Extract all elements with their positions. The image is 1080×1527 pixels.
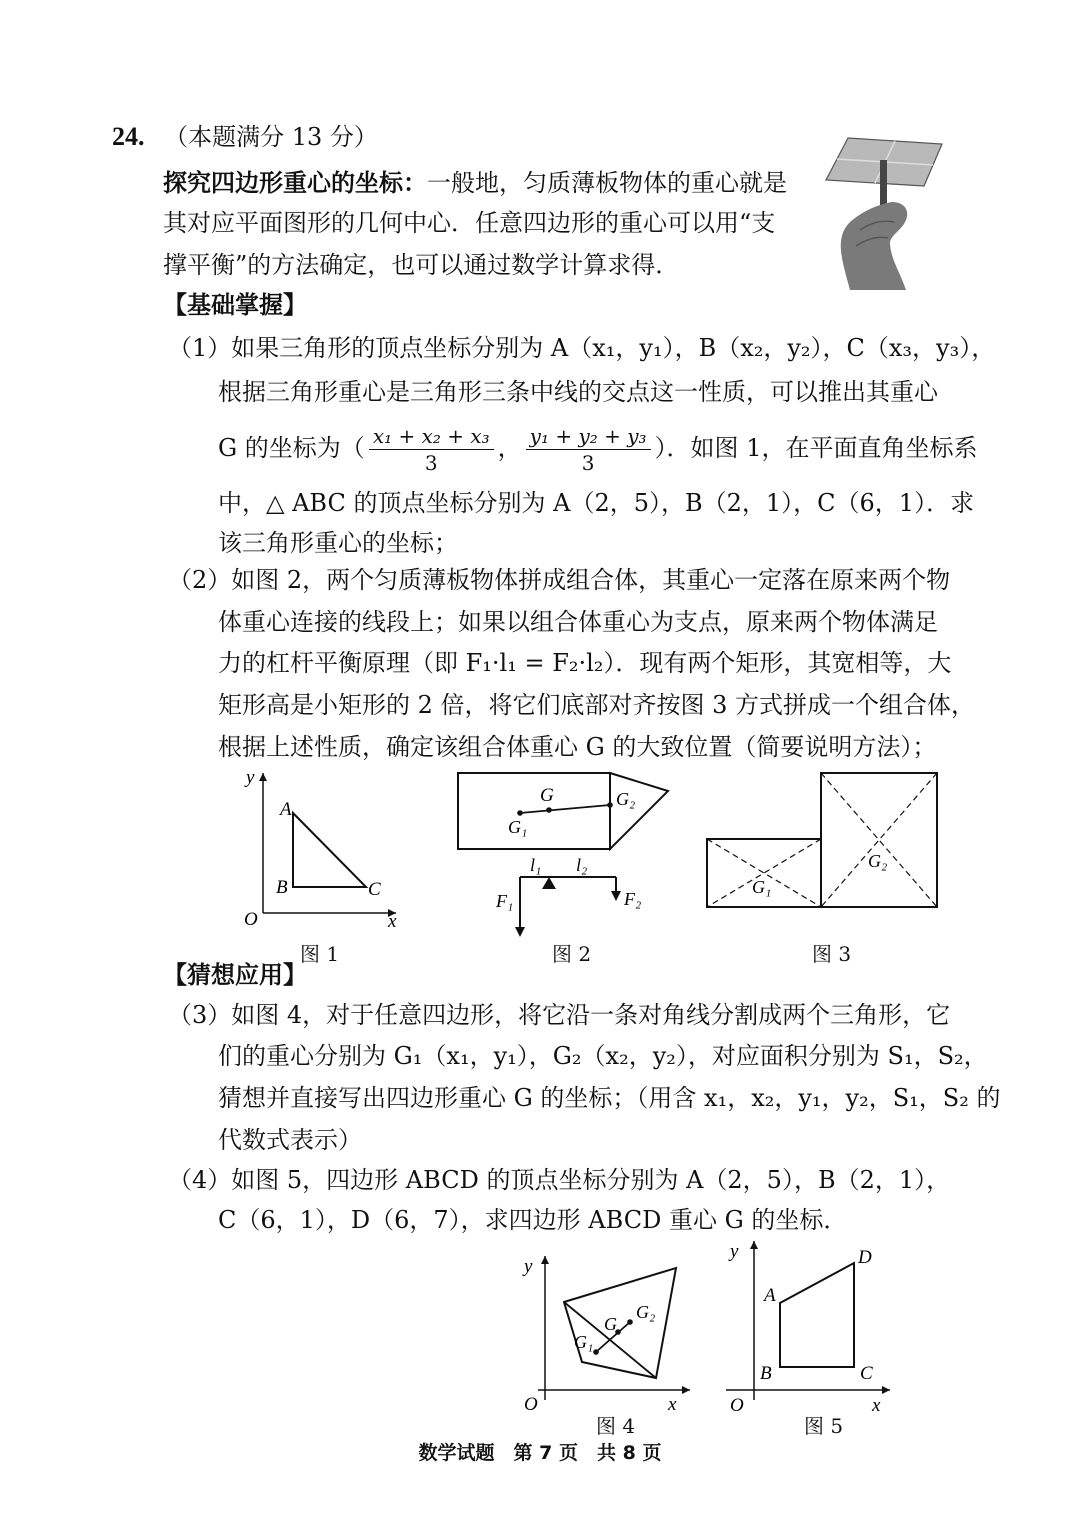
fraction-separator: ， <box>497 434 522 462</box>
intro-topic: 探究四边形重心的坐标： <box>163 168 427 197</box>
fig2-g2-label: G₂ <box>616 789 636 809</box>
fig2-l2-label: l₂ <box>576 855 588 875</box>
fig1-point-a: A <box>280 799 292 820</box>
part1-line-5: 该三角形重心的坐标； <box>218 529 458 557</box>
part2-line-2: 体重心连接的线段上；如果以组合体重心为支点，原来两个物体满足 <box>218 608 938 636</box>
part3-line-2: 们的重心分别为 G₁（x₁，y₁），G₂（x₂，y₂），对应面积分别为 S₁，S₂， <box>218 1042 988 1070</box>
question-number: 24. <box>112 122 145 151</box>
fraction-y-denominator: 3 <box>581 451 595 475</box>
part2-line-5: 根据上述性质，确定该组合体重心 G 的大致位置（简要说明方法）； <box>218 733 937 761</box>
part4-line-2: C（6，1），D（6，7），求四边形 ABCD 重心 G 的坐标． <box>218 1206 848 1234</box>
fraction-y-numerator: y₁ + y₂ + y₃ <box>526 423 651 450</box>
fig5-x-label: x <box>872 1395 881 1416</box>
fig4-x-label: x <box>668 1394 677 1415</box>
part1-line-4: 中，△ ABC 的顶点坐标分别为 A（2，5），B（2，1），C（6，1）．求 <box>218 489 975 517</box>
figure-4-caption: 图 4 <box>596 1414 636 1438</box>
part1-line-3-tail: ）．如图 1，在平面直角坐标系 <box>654 434 978 462</box>
part1-line-1: （1）如果三角形的顶点坐标分别为 A（x₁，y₁），B（x₂，y₂），C（x₃，y₃）， <box>168 334 996 362</box>
fraction-y <box>526 423 651 476</box>
fig4-y-label: y <box>524 1256 533 1277</box>
fraction-x <box>369 423 494 476</box>
figure-3-caption: 图 3 <box>812 942 852 966</box>
figure-1-caption: 图 1 <box>300 942 340 966</box>
part2-line-3: 力的杠杆平衡原理（即 F₁·l₁ = F₂·l₂）．现有两个矩形，其宽相等，大 <box>218 649 952 677</box>
part3-line-1: （3）如图 4，对于任意四边形，将它沿一条对角线分割成两个三角形，它 <box>168 1001 951 1029</box>
part1-line-3 <box>218 420 977 476</box>
fig2-f2-label: F₂ <box>624 889 642 909</box>
section-basic: 【基础掌握】 <box>163 290 307 319</box>
fig4-origin-label: O <box>524 1394 538 1415</box>
figure-5-caption: 图 5 <box>804 1414 844 1438</box>
question-score: （本题满分 13 分） <box>164 123 378 151</box>
fig1-origin-label: O <box>244 909 258 930</box>
fig4-g1-label: G₁ <box>574 1332 594 1352</box>
fraction-x-numerator: x₁ + x₂ + x₃ <box>369 423 494 450</box>
intro-text-1: 一般地，匀质薄板物体的重心就是 <box>427 169 787 197</box>
fig5-y-label: y <box>730 1241 739 1262</box>
figure-4 <box>510 1250 695 1420</box>
fig2-l1-label: l₁ <box>530 855 542 875</box>
fig3-g2-label: G₂ <box>868 851 888 871</box>
fig5-origin-label: O <box>730 1395 744 1416</box>
fig1-y-label: y <box>246 767 255 788</box>
figure-1 <box>228 765 408 935</box>
part3-line-3: 猜想并直接写出四边形重心 G 的坐标；（用含 x₁，x₂，y₁，y₂，S₁，S₂ 的 <box>218 1084 1001 1112</box>
balance-photo <box>820 130 945 290</box>
part2-line-4: 矩形高是小矩形的 2 倍，将它们底部对齐按图 3 方式拼成一个组合体， <box>218 691 976 719</box>
fig5-point-c: C <box>860 1363 873 1384</box>
fig1-x-label: x <box>388 911 397 932</box>
question-header <box>112 122 378 152</box>
part2-line-1: （2）如图 2，两个匀质薄板物体拼成组合体，其重心一定落在原来两个物 <box>168 566 951 594</box>
part4-line-1: （4）如图 5，四边形 ABCD 的顶点坐标分别为 A（2，5），B（2，1）， <box>168 1166 951 1194</box>
fraction-x-denominator: 3 <box>424 451 438 475</box>
figure-5 <box>718 1235 898 1420</box>
figure-2 <box>450 765 680 945</box>
section-application: 【猜想应用】 <box>163 960 307 989</box>
fig4-g-label: G <box>604 1314 617 1334</box>
intro-line-3: 撑平衡”的方法确定，也可以通过数学计算求得． <box>163 251 680 279</box>
fig5-point-b: B <box>760 1363 772 1384</box>
fig3-g1-label: G₁ <box>752 877 772 897</box>
figure-2-caption: 图 2 <box>552 942 592 966</box>
fig2-f1-label: F₁ <box>496 891 514 911</box>
part1-g-label: G 的坐标为（ <box>218 434 365 462</box>
part3-line-4: 代数式表示） <box>218 1126 362 1154</box>
fig2-g1-label: G₁ <box>508 817 528 837</box>
figure-3 <box>700 765 945 915</box>
part1-line-2: 根据三角形重心是三角形三条中线的交点这一性质，可以推出其重心 <box>218 378 938 406</box>
fig2-g-label: G <box>540 785 554 806</box>
intro-line-2: 其对应平面图形的几何中心．任意四边形的重心可以用“支 <box>163 209 776 237</box>
page-footer: 数学试题 第 7 页 共 8 页 <box>418 1442 662 1464</box>
fig1-point-c: C <box>368 879 381 900</box>
fig5-point-a: A <box>764 1285 776 1306</box>
fig5-point-d: D <box>858 1247 872 1268</box>
fig1-point-b: B <box>276 877 288 898</box>
fig4-g2-label: G₂ <box>636 1302 656 1322</box>
intro-line-1 <box>163 168 787 198</box>
